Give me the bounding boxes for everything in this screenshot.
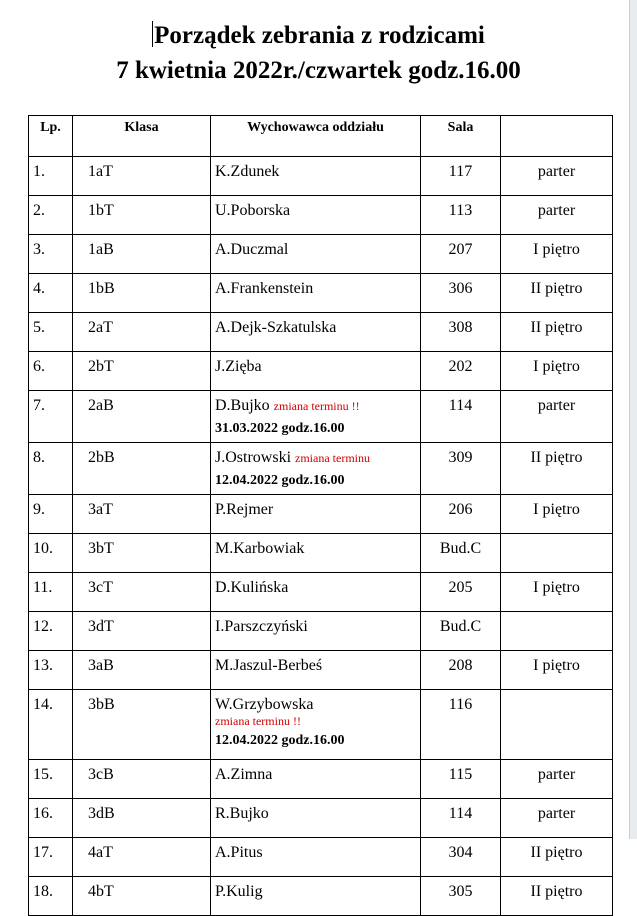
table-row [29, 573, 613, 612]
table-body [29, 157, 613, 916]
title-line-1: Porządek zebrania z rodzicami [154, 22, 485, 49]
document-subtitle: 7 kwietnia 2022r./czwartek godz.16.00 [116, 57, 521, 84]
teacher-name: D.Kulińska [215, 579, 289, 596]
cell-sala: 306 [421, 274, 501, 313]
header-pietro [501, 116, 613, 157]
new-date: 31.03.2022 godz.16.00 [215, 421, 345, 436]
cell-lp: 15. [29, 760, 73, 799]
schedule-table [28, 115, 613, 916]
cell-wychowawca [211, 612, 421, 651]
cell-lp: 1. [29, 157, 73, 196]
date-change-note: zmiana terminu !! [215, 714, 301, 728]
teacher-name: I.Parszczyński [215, 618, 308, 635]
cell-wychowawca [211, 651, 421, 690]
cell-lp: 3. [29, 235, 73, 274]
cell-pietro: I piętro [501, 573, 613, 612]
cell-klasa: 2aT [73, 313, 211, 352]
cell-sala: 305 [421, 877, 501, 916]
cell-lp: 12. [29, 612, 73, 651]
window-scroll-edge [629, 0, 637, 839]
cell-lp: 7. [29, 391, 73, 443]
date-change-note: zmiana terminu !! [273, 399, 360, 413]
cell-sala: 117 [421, 157, 501, 196]
table-row [29, 157, 613, 196]
cell-wychowawca [211, 838, 421, 877]
table-row [29, 274, 613, 313]
cell-klasa: 2bB [73, 443, 211, 495]
cell-wychowawca [211, 352, 421, 391]
cell-wychowawca [211, 196, 421, 235]
table-row [29, 313, 613, 352]
cell-wychowawca [211, 235, 421, 274]
table-header-row [29, 116, 613, 157]
cell-klasa: 1bB [73, 274, 211, 313]
teacher-name: P.Rejmer [215, 501, 274, 518]
cell-lp: 8. [29, 443, 73, 495]
cell-lp: 13. [29, 651, 73, 690]
header-sala: Sala [421, 116, 501, 157]
table-row [29, 196, 613, 235]
cell-klasa: 3dT [73, 612, 211, 651]
cell-lp: 10. [29, 534, 73, 573]
cell-pietro [501, 612, 613, 651]
teacher-name: K.Zdunek [215, 163, 280, 180]
cell-pietro: parter [501, 157, 613, 196]
table-row [29, 235, 613, 274]
teacher-name: A.Pitus [215, 844, 263, 861]
cell-sala: 308 [421, 313, 501, 352]
new-date: 12.04.2022 godz.16.00 [215, 733, 345, 748]
cell-sala: 208 [421, 651, 501, 690]
table-row [29, 760, 613, 799]
document-title [0, 21, 637, 51]
cell-wychowawca [211, 690, 421, 760]
cell-wychowawca [211, 534, 421, 573]
cell-lp: 5. [29, 313, 73, 352]
cell-pietro: II piętro [501, 838, 613, 877]
cell-lp: 17. [29, 838, 73, 877]
cell-pietro: parter [501, 391, 613, 443]
text-cursor [152, 21, 153, 47]
date-change-note: zmiana terminu [295, 451, 370, 465]
cell-wychowawca [211, 573, 421, 612]
cell-wychowawca [211, 799, 421, 838]
cell-wychowawca [211, 877, 421, 916]
table-row [29, 443, 613, 495]
new-date: 12.04.2022 godz.16.00 [215, 473, 345, 488]
table-row [29, 651, 613, 690]
cell-wychowawca [211, 760, 421, 799]
cell-klasa: 4aT [73, 838, 211, 877]
cell-wychowawca [211, 157, 421, 196]
cell-pietro: parter [501, 760, 613, 799]
teacher-name: R.Bujko [215, 805, 269, 822]
cell-lp: 18. [29, 877, 73, 916]
teacher-name: W.Grzybowska [215, 696, 314, 713]
cell-sala: 206 [421, 495, 501, 534]
header-lp: Lp. [29, 116, 73, 157]
teacher-name: U.Poborska [215, 202, 291, 219]
table-row [29, 534, 613, 573]
teacher-name: M.Karbowiak [215, 540, 305, 557]
cell-sala: 114 [421, 391, 501, 443]
cell-sala: 304 [421, 838, 501, 877]
table-row [29, 352, 613, 391]
teacher-name: A.Dejk-Szkatulska [215, 319, 337, 336]
header-klasa: Klasa [73, 116, 211, 157]
cell-klasa: 3cB [73, 760, 211, 799]
cell-klasa: 3cT [73, 573, 211, 612]
cell-klasa: 3bB [73, 690, 211, 760]
teacher-name: P.Kulig [215, 883, 263, 900]
cell-lp: 6. [29, 352, 73, 391]
cell-pietro [501, 534, 613, 573]
cell-pietro: I piętro [501, 651, 613, 690]
teacher-name: M.Jaszul-Berbeś [215, 657, 323, 674]
cell-pietro: II piętro [501, 313, 613, 352]
cell-wychowawca [211, 313, 421, 352]
cell-pietro: I piętro [501, 495, 613, 534]
cell-lp: 11. [29, 573, 73, 612]
table-row [29, 391, 613, 443]
cell-klasa: 3aB [73, 651, 211, 690]
cell-sala: 115 [421, 760, 501, 799]
cell-wychowawca [211, 495, 421, 534]
table-row [29, 799, 613, 838]
cell-klasa: 1aB [73, 235, 211, 274]
cell-sala: Bud.C [421, 612, 501, 651]
cell-sala: 207 [421, 235, 501, 274]
cell-sala: Bud.C [421, 534, 501, 573]
table-row [29, 877, 613, 916]
table-row [29, 838, 613, 877]
teacher-name: A.Duczmal [215, 241, 289, 258]
cell-klasa: 1bT [73, 196, 211, 235]
cell-klasa: 3bT [73, 534, 211, 573]
table-row [29, 690, 613, 760]
cell-pietro [501, 690, 613, 760]
cell-klasa: 3aT [73, 495, 211, 534]
cell-pietro: II piętro [501, 443, 613, 495]
cell-wychowawca [211, 391, 421, 443]
teacher-name: D.Bujko [215, 397, 270, 414]
teacher-name: J.Ostrowski [215, 449, 292, 466]
cell-pietro: II piętro [501, 274, 613, 313]
cell-pietro: parter [501, 799, 613, 838]
cell-pietro: I piętro [501, 235, 613, 274]
cell-wychowawca [211, 443, 421, 495]
cell-sala: 116 [421, 690, 501, 760]
cell-klasa: 3dB [73, 799, 211, 838]
cell-pietro: II piętro [501, 877, 613, 916]
cell-sala: 114 [421, 799, 501, 838]
teacher-name: A.Zimna [215, 766, 273, 783]
teacher-name: J.Zięba [215, 358, 262, 375]
cell-sala: 309 [421, 443, 501, 495]
table-row [29, 495, 613, 534]
teacher-name: A.Frankenstein [215, 280, 314, 297]
cell-sala: 202 [421, 352, 501, 391]
cell-pietro: I piętro [501, 352, 613, 391]
header-wychowawca: Wychowawca oddziału [211, 116, 421, 157]
cell-klasa: 1aT [73, 157, 211, 196]
cell-klasa: 4bT [73, 877, 211, 916]
cell-sala: 205 [421, 573, 501, 612]
cell-sala: 113 [421, 196, 501, 235]
cell-lp: 16. [29, 799, 73, 838]
cell-lp: 4. [29, 274, 73, 313]
cell-wychowawca [211, 274, 421, 313]
cell-lp: 9. [29, 495, 73, 534]
table-row [29, 612, 613, 651]
cell-lp: 2. [29, 196, 73, 235]
cell-pietro: parter [501, 196, 613, 235]
cell-klasa: 2bT [73, 352, 211, 391]
cell-lp: 14. [29, 690, 73, 760]
cell-klasa: 2aB [73, 391, 211, 443]
